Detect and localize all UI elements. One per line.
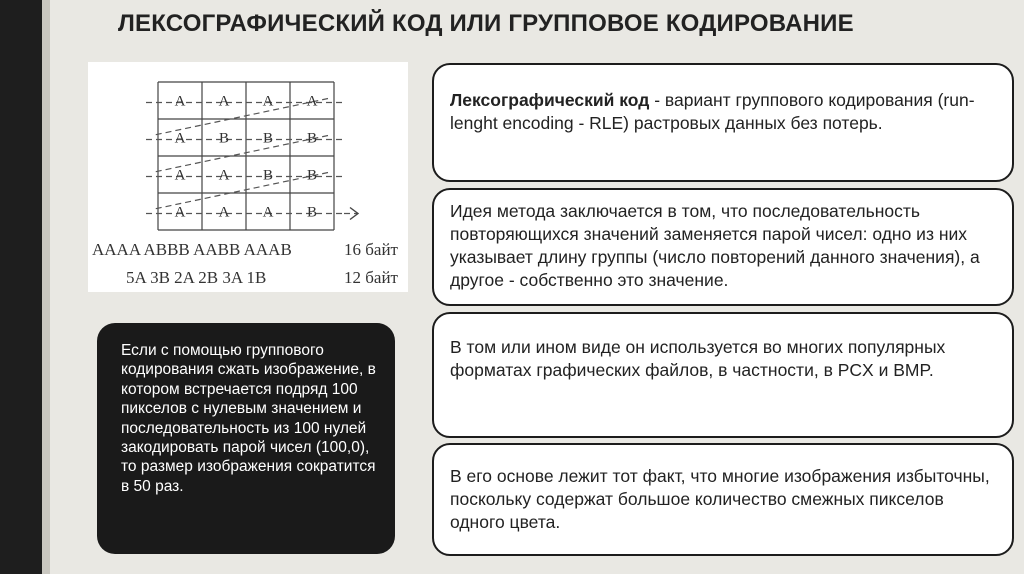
grid-cell-letter: A — [218, 93, 230, 110]
basis-card — [432, 443, 1014, 556]
left-accent-stripe — [42, 0, 50, 574]
grid-cell-letter: A — [262, 204, 274, 221]
grid-cell-letter: B — [306, 204, 318, 221]
grid-cell-letter: A — [174, 130, 186, 147]
grid-cell-letter: B — [262, 167, 274, 184]
grid-cell-letter: A — [218, 204, 230, 221]
grid-cell-letter: A — [174, 167, 186, 184]
grid-cell-letter: A — [218, 167, 230, 184]
example-text: Если с помощью группового кодирования сжать изображение, в котором встречается подряд 100 пикселов с нулевым значением и последовательность из 100 нулей закодировать парой чисел (100,0), то размер изображения сократится в 50 раз. — [121, 342, 376, 495]
method-idea-card — [432, 188, 1014, 306]
sequence-original: AAAA ABBB AABB AAAB — [92, 240, 292, 259]
rle-grid-diagram — [88, 62, 408, 232]
left-decorative-bar — [0, 0, 42, 574]
grid-cell-letter: B — [262, 130, 274, 147]
rle-figure — [88, 62, 408, 292]
method-idea-text: Идея метода заключается в том, что последовательность повторяющихся значений заменяется парой чисел: одно из них указывает длину группы (число повторений данного значения), а другое - собственно это значение. — [450, 201, 980, 290]
basis-text: В его основе лежит тот факт, что многие изображения избыточны, поскольку содержат большое количество смежных пикселов одного цвета. — [450, 466, 990, 532]
grid-cell-letter: A — [174, 204, 186, 221]
slide-title: ЛЕКСОГРАФИЧЕСКИЙ КОД ИЛИ ГРУППОВОЕ КОДИРОВАНИЕ — [118, 10, 854, 37]
grid-cell-letter: B — [306, 130, 318, 147]
usage-text: В том или ином виде он используется во многих популярных форматах графических файлов, в частности, в PCX и BMP. — [450, 337, 946, 380]
grid-cell-letter: B — [218, 130, 230, 147]
grid-cell-letter: A — [262, 93, 274, 110]
definition-text: - вариант группового кодирования (run-lenght encoding - RLE) растровых данных без потерь. — [450, 90, 975, 133]
sequence-encoded: 5A 3B 2A 2B 3A 1B — [126, 268, 267, 287]
example-box — [97, 323, 395, 554]
grid-cell-letter: A — [174, 93, 186, 110]
bytes-encoded: 12 байт — [344, 268, 398, 287]
bytes-original: 16 байт — [344, 240, 398, 259]
definition-card — [432, 63, 1014, 182]
definition-term: Лексографический код — [450, 90, 650, 110]
usage-card — [432, 312, 1014, 438]
grid-cell-letter: A — [306, 93, 318, 110]
grid-cell-letter: B — [306, 167, 318, 184]
